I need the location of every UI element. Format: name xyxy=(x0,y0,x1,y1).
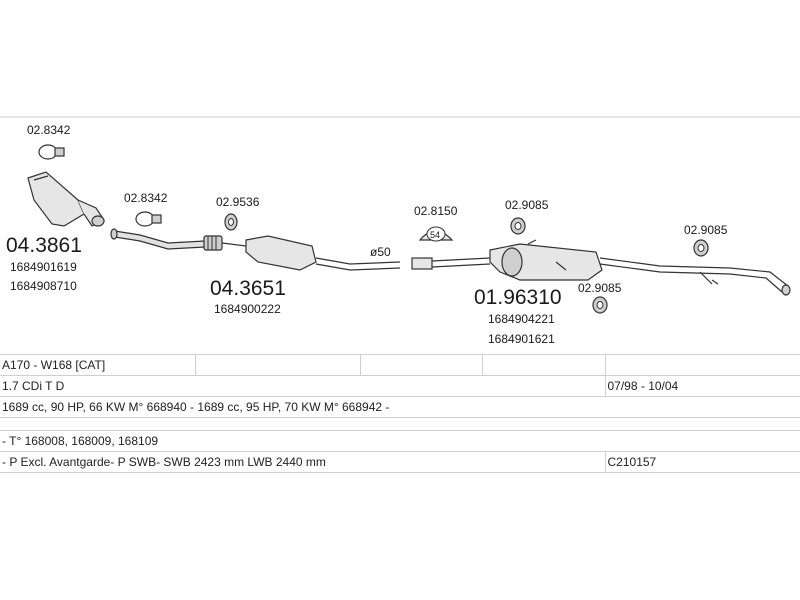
table-row xyxy=(0,376,800,397)
catalyst-code: 04.3861 xyxy=(6,234,82,257)
mid-silencer-oem: 1684900222 xyxy=(214,302,281,316)
hanger-2-code: 02.8150 xyxy=(414,204,458,218)
vehicle-years: 07/98 - 10/04 xyxy=(605,376,800,397)
table-row xyxy=(0,452,800,473)
rear-silencer-oem-1: 1684904221 xyxy=(488,312,555,326)
vehicle-model: A170 - W168 [CAT] xyxy=(0,355,195,376)
hanger-5-code: 02.9085 xyxy=(684,223,728,237)
hanger-5-part[interactable] xyxy=(694,240,708,256)
vehicle-engine: 1.7 CDi T D xyxy=(0,376,605,397)
hanger-2-part[interactable] xyxy=(420,227,452,241)
pipe-diameter-label: ø50 xyxy=(370,245,391,259)
clamp-mid-part[interactable] xyxy=(136,212,161,226)
hanger-1-code: 02.9536 xyxy=(216,195,260,209)
rear-silencer-oem-2: 1684901621 xyxy=(488,332,555,346)
vehicle-types: - T° 168008, 168009, 168109 xyxy=(0,431,800,452)
hanger-1-part[interactable] xyxy=(225,214,237,230)
hanger-4-code: 02.9085 xyxy=(578,281,622,295)
catalyst-oem-1: 1684901619 xyxy=(10,260,77,274)
catalog-ref: C210157 xyxy=(605,452,800,473)
vehicle-info-table xyxy=(0,354,800,473)
hanger-3-code: 02.9085 xyxy=(505,198,549,212)
clamp-mid-code: 02.8342 xyxy=(124,191,168,205)
mid-silencer-code: 04.3651 xyxy=(210,277,286,300)
table-row xyxy=(0,397,800,418)
hanger-3-part[interactable] xyxy=(511,218,525,234)
clamp-top-code: 02.8342 xyxy=(27,123,71,137)
vehicle-specs: 1689 cc, 90 HP, 66 KW M° 668940 - 1689 cc, 95 HP, 70 KW M° 668942 - xyxy=(0,397,800,418)
mid-silencer-part[interactable] xyxy=(111,229,400,270)
hanger-2-badge: 54 xyxy=(430,230,441,240)
rear-silencer-code: 01.96310 xyxy=(474,286,562,309)
table-row xyxy=(0,431,800,452)
clamp-top-part[interactable] xyxy=(39,145,64,159)
catalyst-oem-2: 1684908710 xyxy=(10,279,77,293)
table-row xyxy=(0,355,800,376)
vehicle-notes: - P Excl. Avantgarde- P SWB- SWB 2423 mm LWB 2440 mm xyxy=(0,452,605,473)
table-row xyxy=(0,418,800,431)
hanger-4-part[interactable] xyxy=(593,297,607,313)
catalyst-part[interactable] xyxy=(28,172,104,226)
